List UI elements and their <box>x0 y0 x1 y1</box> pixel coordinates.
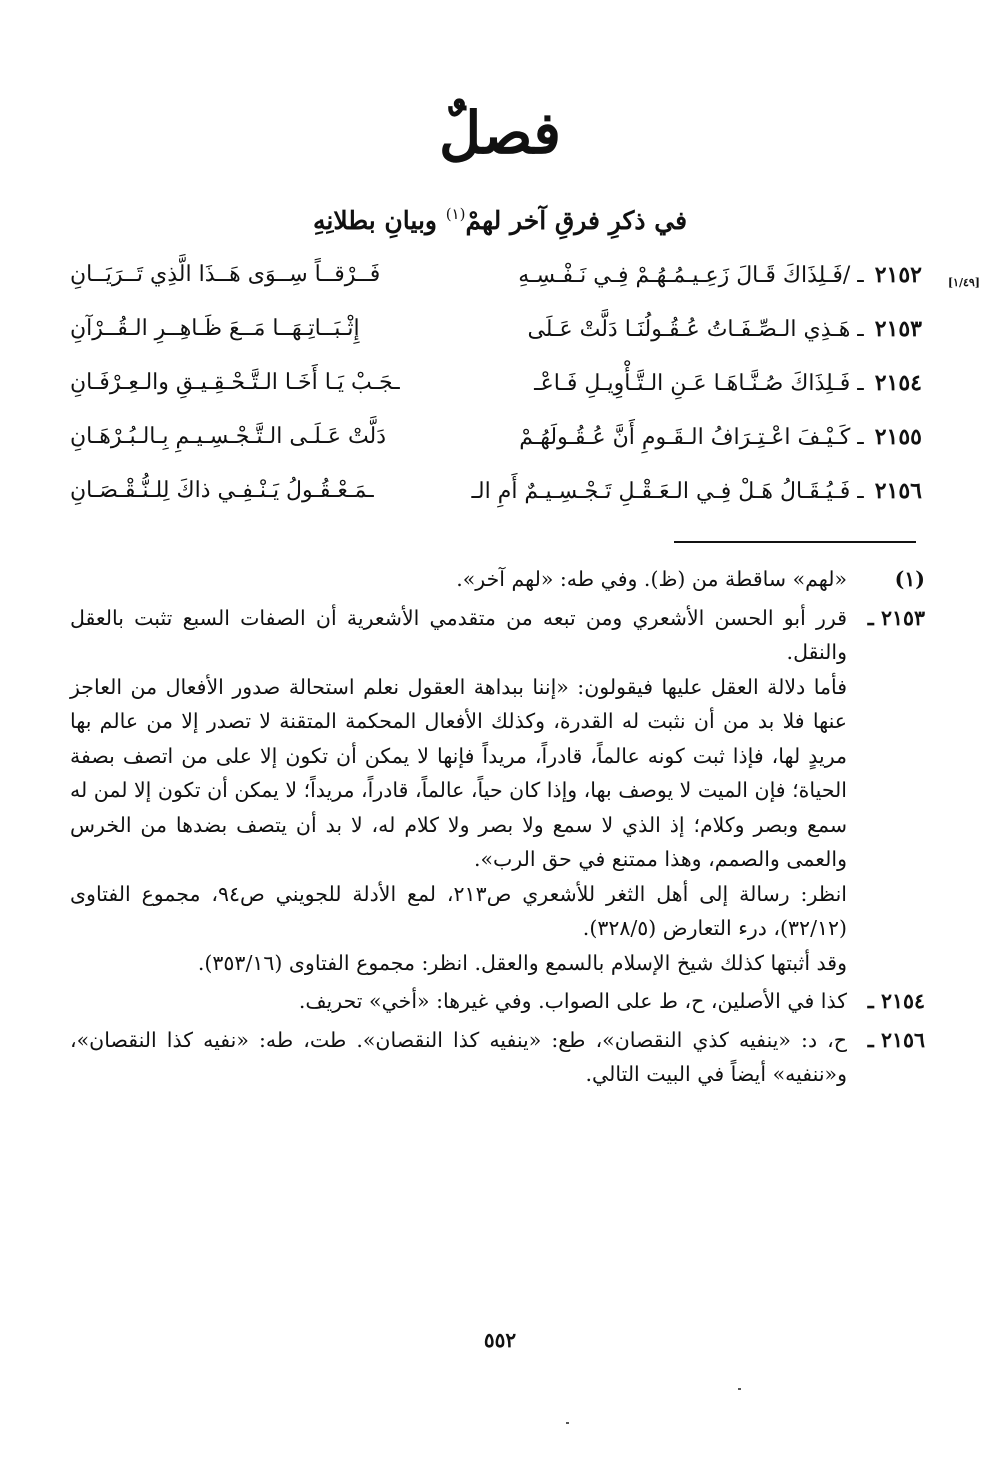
scan-speck <box>566 1422 569 1424</box>
verse-number: ٢١٥٤ <box>874 370 922 396</box>
verse-second-hemistich: فَــرْقــاً سِــوَى هَــذَا الَّذِي تَــرَيَــانِ <box>70 262 381 287</box>
verse-number: ٢١٥٥ <box>874 424 922 450</box>
footnote-text: فأما دلالة العقل عليها فيقولون: «إننا ببداهة العقول نعلم استحالة صدور الأفعال من العاجز عنها فلا بد من أن نثبت له القدرة، وكذلك الأفعال المحكمة المتقنة لا تصدر إلا من عالم بها مريدٍ لها، فإذا ثبت كونه عالماً، قادراً، مريداً فإنها لا يمكن أن تكون إلا على من اتصف بصفة الحياة؛ فإن الميت لا يوصف بها، وإذا كان حياً، عالماً، قادراً، مريداً؛ لا يمكن أن تكون إلا لمن له سمع وبصر وكلام؛ إذ الذي لا سمع ولا بصر ولا كلام له، لا بد أن يتصف بضدها من الخرس والعمى والصمم، وهذا ممتنع في حق الرب». <box>70 674 847 871</box>
section-subtitle <box>0 194 1000 241</box>
poem-verses <box>60 256 980 526</box>
footnote-text: انظر: رسالة إلى أهل الثغر للأشعري ص٢١٣، لمع الأدلة للجويني ص٩٤، مجموع الفتاوى (٣٢/١٢)، درء التعارض (٣٢٨/٥). <box>70 881 847 940</box>
footnote <box>70 562 925 597</box>
verse-row <box>60 472 940 526</box>
footnote-text: قرر أبو الحسن الأشعري ومن تبعه من متقدمي الأشعرية أن الصفات السبع تثبت بالعقل والنقل. <box>70 605 847 664</box>
manuscript-page-marker: [١/٤٩] <box>947 276 980 289</box>
footnote-ref-1: (١) <box>445 205 466 223</box>
verse-second-hemistich: دَلَّتْ عَـلَـى الـتَّـجْـسِـيـمِ بِـالـبُـرْهَـانِ <box>70 424 387 449</box>
verse-second-hemistich: ـمَـعْـقُـولُ يَـنْـفِـي ذاكَ لِلـنُّـقْـصَـانِ <box>70 478 374 503</box>
subtitle-text: في ذكرِ فرقِ آخر لهمْ <box>465 206 688 235</box>
footnote-divider <box>674 541 916 543</box>
verse-second-hemistich: إِثْـبَــاتِـهَــا مَــعَ ظَـاهِــرِ الـقُــرْآنِ <box>70 316 360 341</box>
footnote-text: وقد أثبتها كذلك شيخ الإسلام بالسمع والعقل. انظر: مجموع الفتاوى (٣٥٣/١٦). <box>197 950 847 975</box>
verse-first-hemistich: ٢١٥٤ ـ فَـلِذَاكَ صُـنَّـاهَـا عَـنِ الـتَّـأْوِيـلِ فَـاعْـ <box>534 370 922 396</box>
verse-row <box>60 418 940 472</box>
footnote-text: ح، د: «ينفيه كذي النقصان»، طع: «ينفيه كذا النقصان». طت، طه: «نفيه كذا النقصان»، و«ننفيه» أيضاً في البيت التالي. <box>70 1027 847 1086</box>
footnote-label: ٢١٥٣ ـ <box>867 605 925 630</box>
verse-row <box>60 256 980 310</box>
verse-first-hemistich: ٢١٥٣ ـ هَـذِي الـصِّـفَـاتُ عُـقُـولُنَـا دَلَّتْ عَـلَى <box>527 316 922 342</box>
footnote-label: (١) <box>894 567 925 591</box>
verse-row <box>60 364 940 418</box>
subtitle-text-after: وبيانِ بطلانِهِ <box>312 206 446 235</box>
scan-speck <box>738 1388 741 1390</box>
section-heading: فصلٌ <box>439 99 561 167</box>
footnote-label: ٢١٥٤ ـ <box>867 989 925 1013</box>
footnotes <box>70 562 925 1096</box>
verse-right-text: فَـيُـقَـالُ هَـلْ فِـي الـعَـقْـلِ تَـجْـسِـيـمٌ أَمِ الـ <box>471 479 851 504</box>
verse-row <box>60 310 940 364</box>
verse-second-hemistich: ـجَـبْ يَـا أَخَـا الـتَّـحْـقِـيـقِ والـعِـرْفَـانِ <box>70 370 400 395</box>
verse-number: ٢١٥٢ <box>874 262 922 288</box>
verse-right-text: /فَـلِذَاكَ قَـالَ زَعِـيـمُـهُـمْ فِـي نَـفْـسِـهِ <box>518 263 851 288</box>
page-number: ٥٥٢ <box>483 1328 517 1352</box>
footnote-label: ٢١٥٦ ـ <box>867 1027 925 1052</box>
footnote <box>70 1023 925 1092</box>
verse-right-text: كَـيْـفَ اعْـتِـرَافُ الـقَـومِ أَنَّ عُـقُـولَهُـمْ <box>519 425 851 450</box>
footnote-text: كذا في الأصلين، ح، ط على الصواب. وفي غيرها: «أخي» تحريف. <box>298 989 847 1013</box>
verse-first-hemistich: ٢١٥٦ ـ فَـيُـقَـالُ هَـلْ فِـي الـعَـقْـلِ تَـجْـسِـيـمٌ أَمِ الـ <box>471 478 922 504</box>
verse-first-hemistich: ٢١٥٥ ـ كَـيْـفَ اعْـتِـرَافُ الـقَـومِ أَنَّ عُـقُـولَهُـمْ <box>519 424 922 450</box>
verse-first-hemistich: ٢١٥٢ ـ /فَـلِذَاكَ قَـالَ زَعِـيـمُـهُـمْ فِـي نَـفْـسِـهِ <box>518 262 922 288</box>
footnote <box>70 601 925 981</box>
verse-right-text: فَـلِذَاكَ صُـنَّـاهَـا عَـنِ الـتَّـأْوِيـلِ فَـاعْـ <box>534 371 851 396</box>
verse-right-text: هَـذِي الـصِّـفَـاتُ عُـقُـولُنَـا دَلَّتْ عَـلَى <box>527 317 851 342</box>
footnote <box>70 984 925 1019</box>
verse-number: ٢١٥٣ <box>874 316 922 342</box>
footnote-text: «لهم» ساقطة من (ظ). وفي طه: «لهم آخر». <box>456 567 847 591</box>
verse-number: ٢١٥٦ <box>874 478 922 504</box>
